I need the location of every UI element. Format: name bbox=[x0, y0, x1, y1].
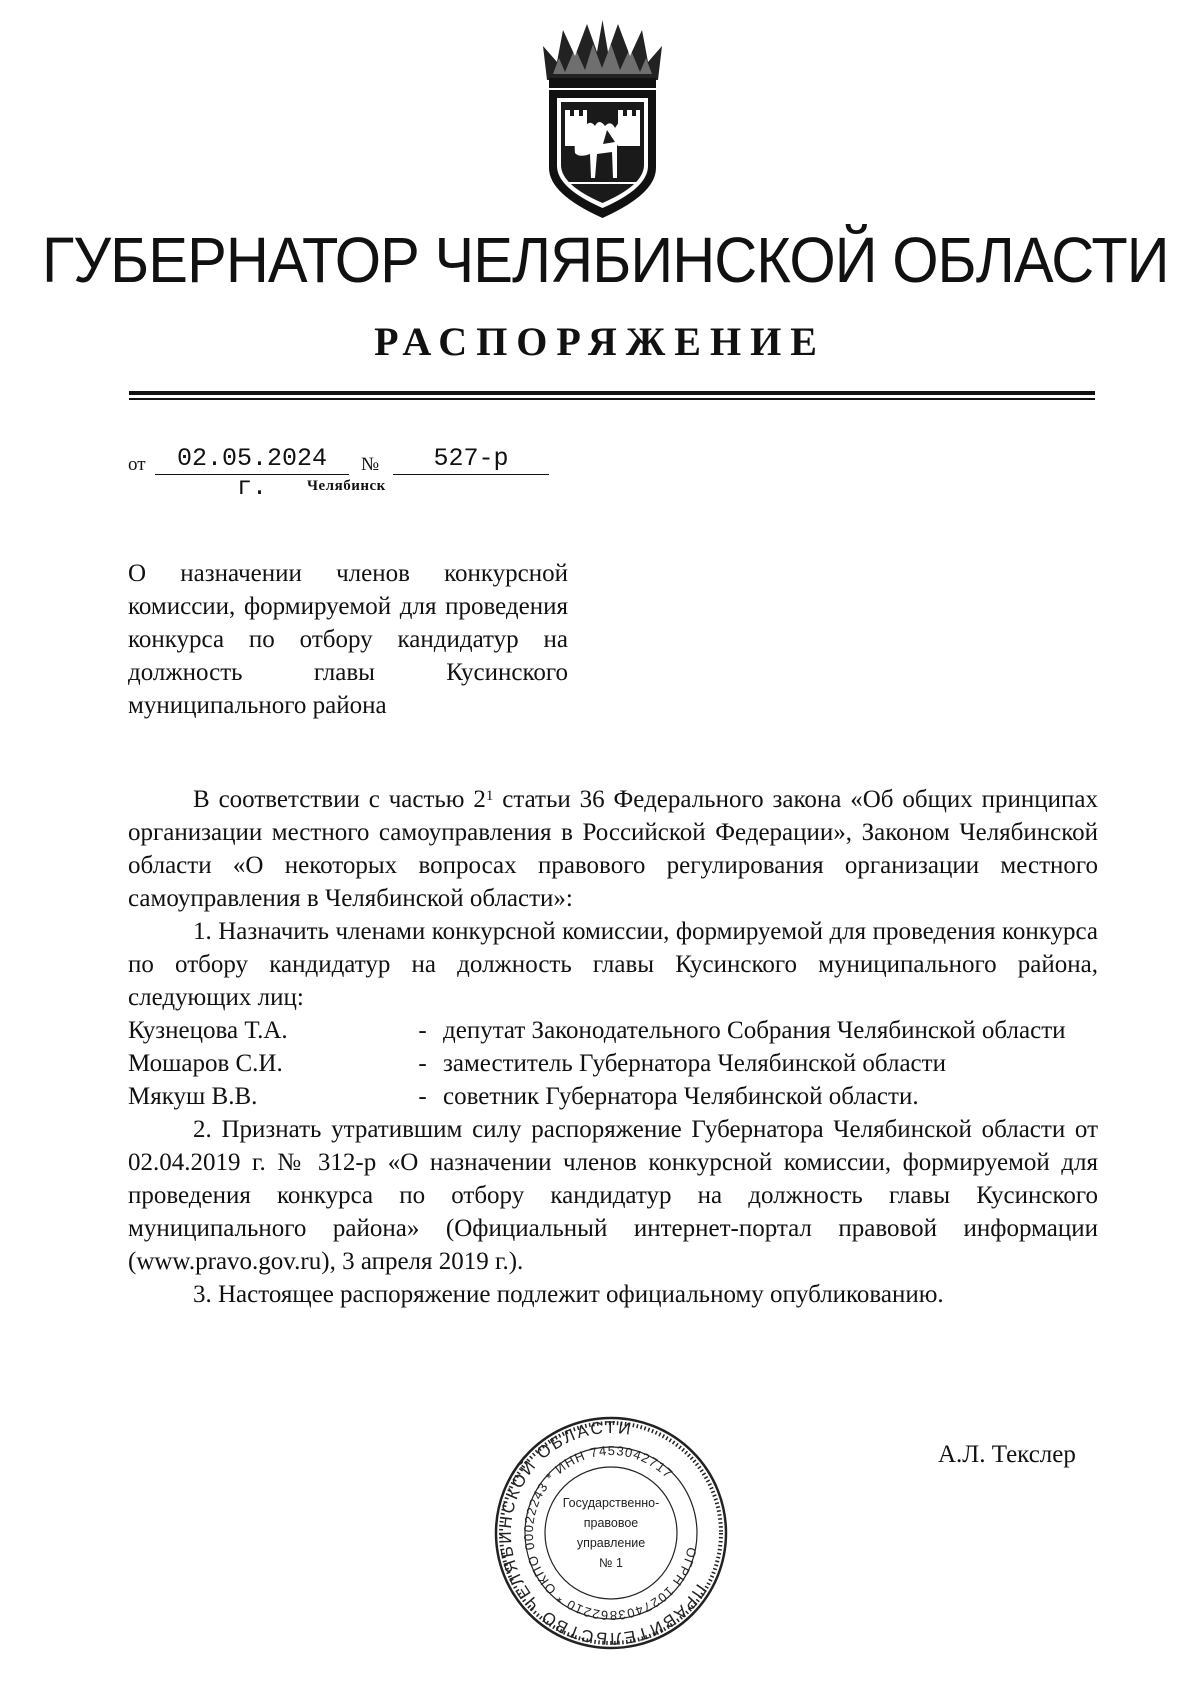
authority-title: ГУБЕРНАТОР ЧЕЛЯБИНСКОЙ ОБЛАСТИ bbox=[42, 224, 1169, 296]
coat-of-arms-icon bbox=[535, 18, 670, 223]
member-role: советник Губернатора Челябинской области. bbox=[443, 1083, 919, 1110]
document-type: РАСПОРЯЖЕНИЕ bbox=[374, 319, 826, 364]
member-dash: - bbox=[418, 1017, 427, 1044]
document-body bbox=[128, 783, 1098, 1311]
document-date: 02.05.2024 г. bbox=[155, 444, 349, 475]
member-dash: - bbox=[418, 1083, 427, 1110]
member-row bbox=[128, 1047, 1098, 1080]
item-1-paragraph: 1. Назначить членами конкурсной комиссии, формируемой для проведения конкурса по отбору кандидатур на должность главы Кусинского муниципального района, следующих лиц: bbox=[128, 918, 1098, 1011]
number-label: № bbox=[361, 454, 380, 475]
signatory-name: А.Л. Текслер bbox=[938, 1441, 1076, 1468]
document-subject: О назначении членов конкурсной комиссии, формируемой для проведения конкурса по отбору кандидатур на должность главы Кусинского муниципального района bbox=[128, 560, 568, 719]
member-name: Мошаров С.И. bbox=[128, 1050, 283, 1077]
member-name: Мякуш В.В. bbox=[128, 1083, 258, 1110]
preamble-paragraph: В соответствии с частью $2^1$ статьи 36 Федерального закона «Об общих принципах организации местного самоуправления в Российской Федерации», Законом Челябинской области «О некоторых вопросах правового регулирования организации местного самоуправления в Челябинской области»: bbox=[128, 786, 1098, 912]
member-dash: - bbox=[418, 1050, 427, 1077]
stamp-center-line: правовое bbox=[583, 1516, 639, 1530]
member-name: Кузнецова Т.А. bbox=[128, 1017, 288, 1044]
document-number: 527-р bbox=[393, 444, 549, 475]
member-row bbox=[128, 1080, 1098, 1113]
date-label: от bbox=[128, 454, 146, 475]
member-role: депутат Законодательного Собрания Челябинской области bbox=[443, 1017, 1066, 1044]
member-row bbox=[128, 1014, 1098, 1047]
svg-text:ОГРН 1027403862210 * ОКПО 0002 bbox=[521, 1443, 700, 1623]
header-divider-thin bbox=[129, 398, 1095, 400]
header-divider-thick bbox=[129, 391, 1095, 395]
stamp-outer-text: ПРАВИТЕЛЬСТВО ЧЕЛЯБИНСКОЙ ОБЛАСТИ bbox=[495, 1417, 711, 1649]
stamp-center-line: № 1 bbox=[599, 1556, 623, 1570]
item-2-paragraph: 2. Признать утратившим силу распоряжение Губернатора Челябинской области от 02.04.2019 г. № 312-р «О назначении членов конкурсной комиссии, формируемой для проведения конкурса по отбору кандидатур на должность главы Кусинского муниципального района» (Официальный интернет-портал правовой информации (www.pravo.gov.ru), 3 апреля 2019 г.). bbox=[128, 1116, 1098, 1275]
stamp-middle-text: ОГРН 1027403862210 * ОКПО 00022243 * ИНН 7453042717 bbox=[520, 1442, 700, 1624]
item-3-paragraph: 3. Настоящее распоряжение подлежит официальному опубликованию. bbox=[193, 1281, 944, 1308]
member-role: заместитель Губернатора Челябинской области bbox=[443, 1050, 946, 1077]
stamp-center-line: Государственно- bbox=[562, 1496, 660, 1510]
official-stamp bbox=[493, 1415, 729, 1651]
document-city: Челябинск bbox=[307, 478, 386, 494]
stamp-center-line: управление bbox=[576, 1536, 646, 1550]
